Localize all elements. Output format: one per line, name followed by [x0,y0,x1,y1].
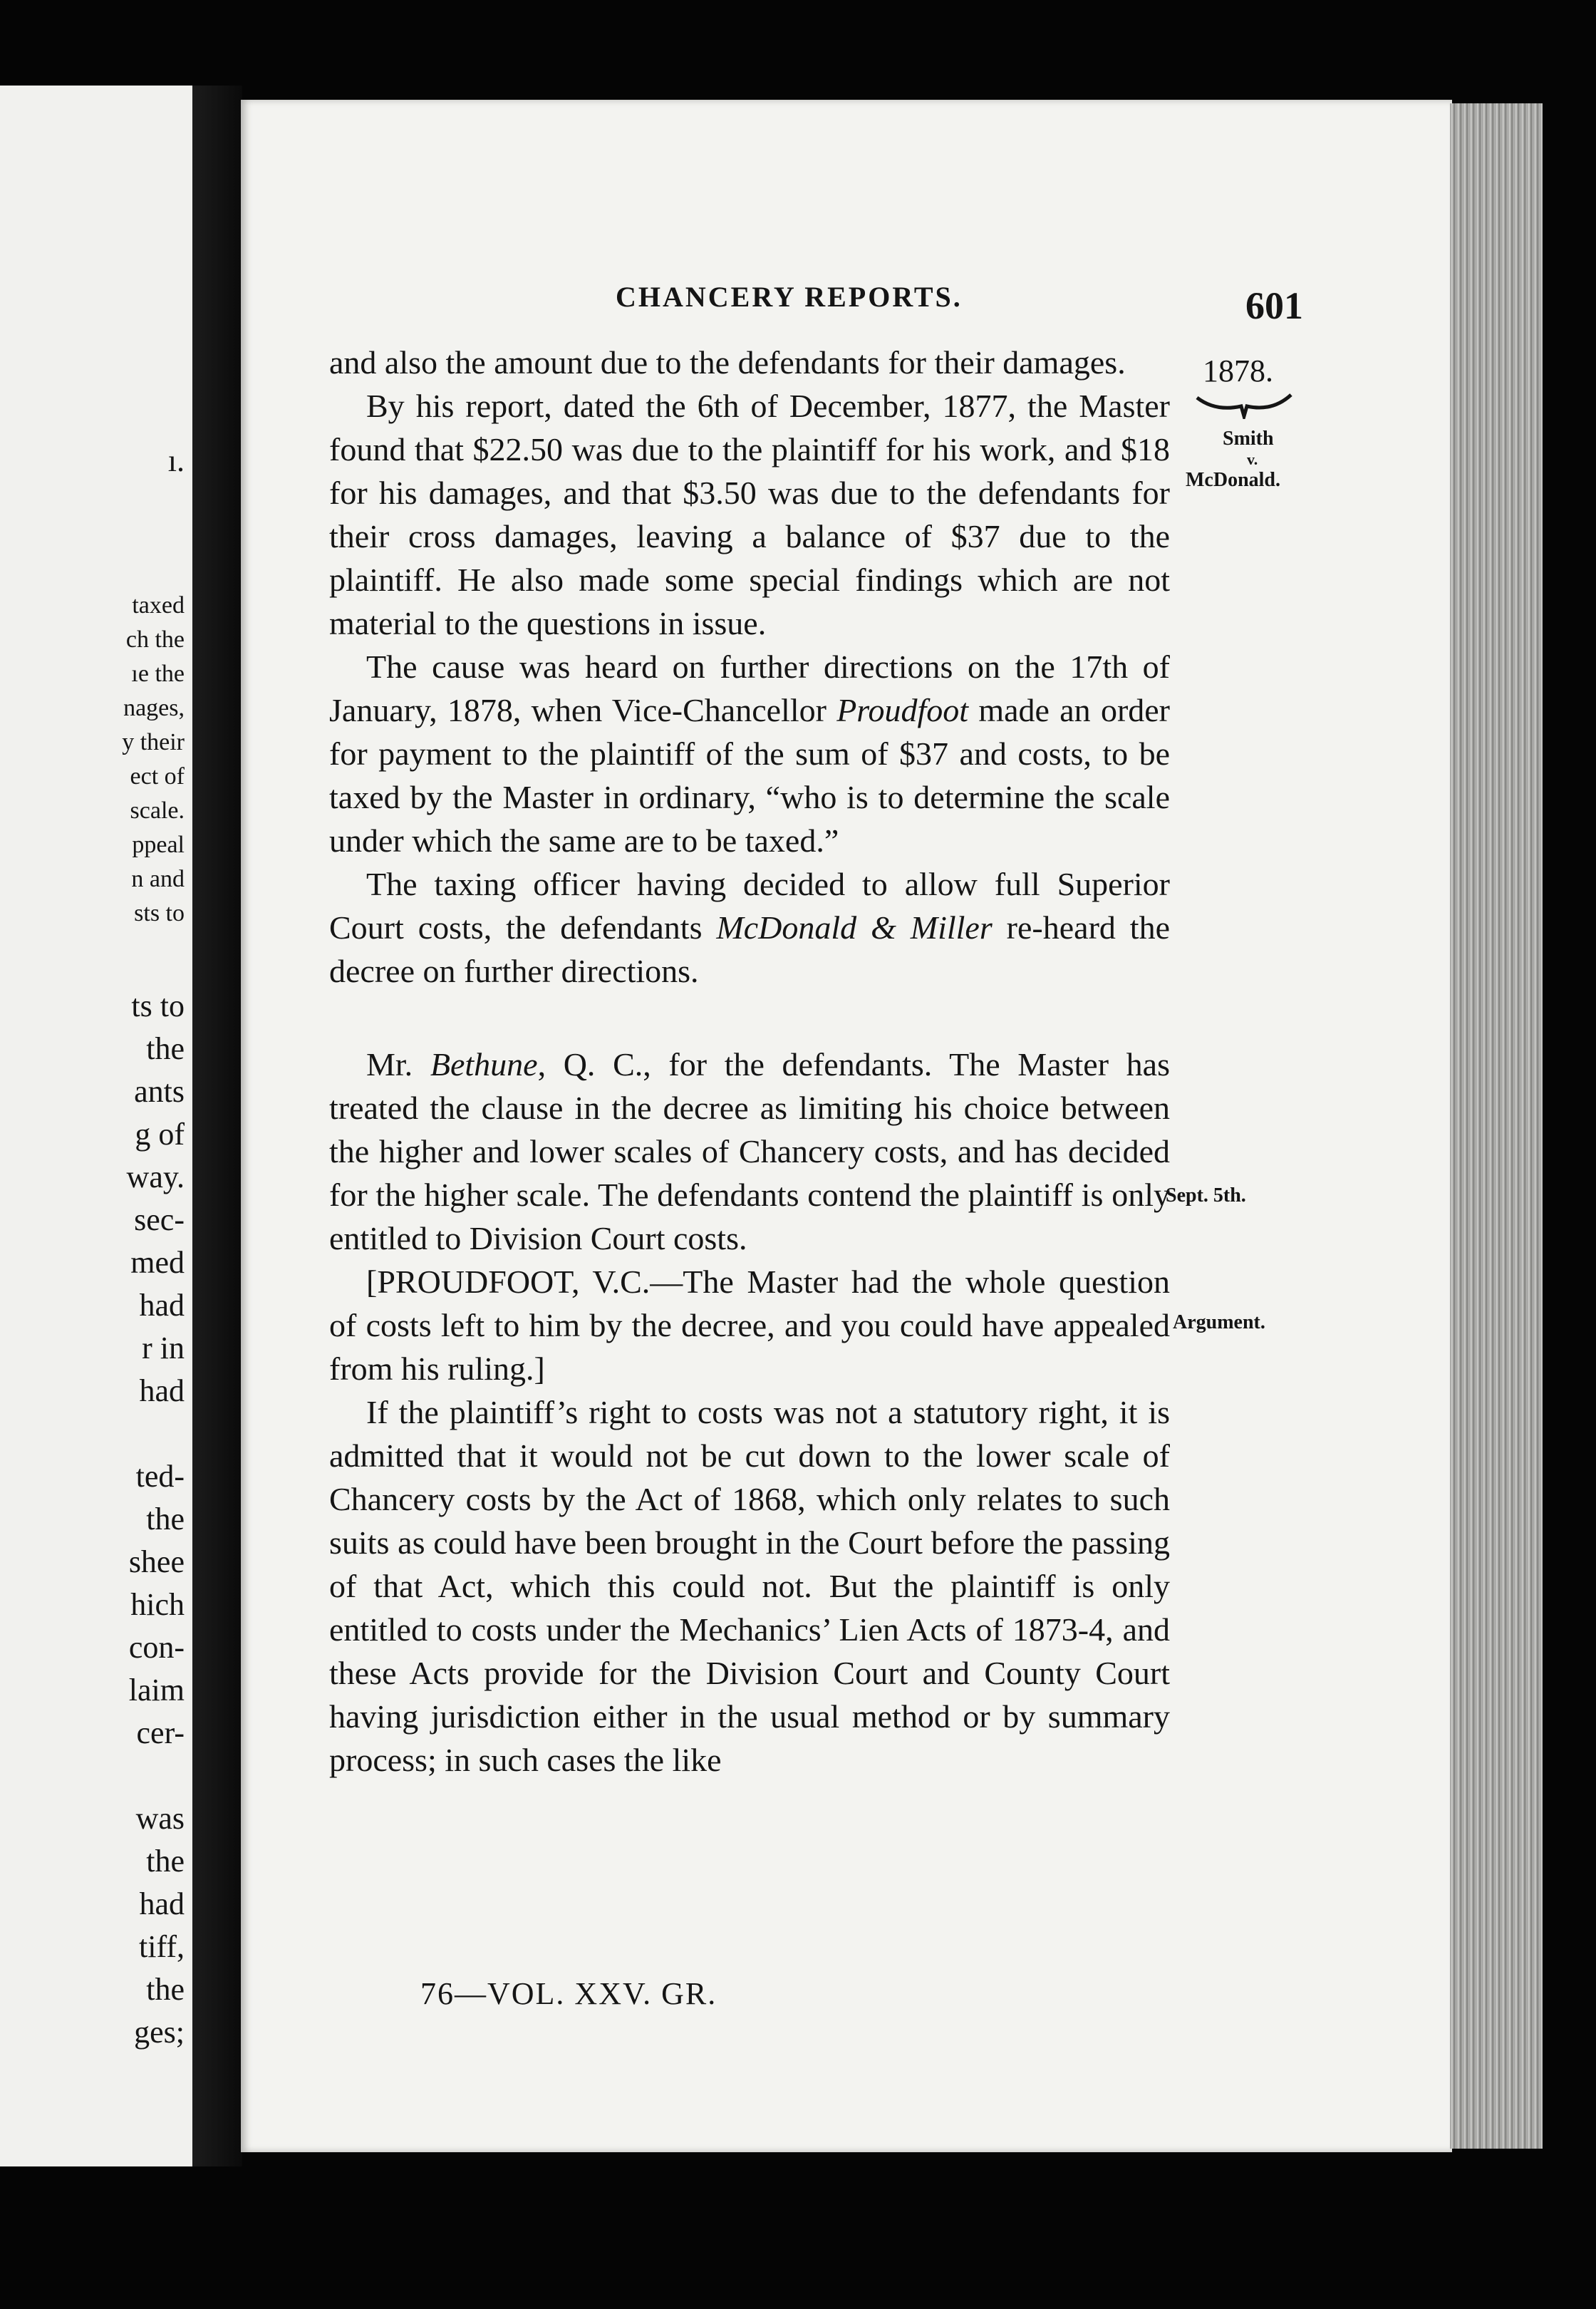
left-fragment: g of [135,1117,185,1152]
left-fragment: had [139,1288,185,1323]
left-fragment: had [139,1373,185,1408]
left-fragment: ect of [130,763,185,790]
book-gutter [192,86,242,2166]
party-names: McDonald & Miller [716,909,993,946]
left-fragment: ı. [167,443,185,478]
left-fragment: r in [142,1331,185,1365]
left-fragment: sec- [134,1202,185,1237]
margin-date: Sept. 5th. [1166,1184,1246,1207]
left-fragment: ıe the [131,661,185,687]
left-fragment: med [130,1245,185,1280]
left-fragment: shee [128,1544,185,1579]
signature-mark: 76—VOL. XXV. GR. [420,1976,717,2011]
left-fragment: the [146,1031,185,1066]
paragraph-text: Mr. [366,1046,430,1083]
judge-name: Proudfoot [836,692,969,728]
paragraph [329,862,1170,993]
left-fragment: the [146,1844,185,1879]
left-fragment: ges; [134,2015,185,2050]
paragraph: [PROUDFOOT, V.C.—The Master had the whole question of costs left to him by the decree, and you could have appealed from his ruling.] [329,1264,1170,1387]
running-head: CHANCERY REPORTS. [616,281,963,313]
left-fragment: tiff, [139,1929,185,1964]
previous-page-fragment [0,86,196,2166]
paragraph-text: The cause was heard on further directions on the 17th of January, 1878, when Vice-Chancellor [329,649,1170,728]
left-fragment: hich [130,1587,185,1622]
left-fragment: y their [122,729,185,755]
brace-icon [1194,391,1294,419]
left-fragment: n and [131,866,185,892]
left-fragment: the [146,1502,185,1536]
left-fragment: was [135,1801,185,1836]
left-fragment: ppeal [132,832,185,858]
paragraph-text: made an order for payment to the plaintiff of the sum of $37 and costs, to be taxed by the Master in ordinary, “who is to determine the scale under which the same are to be taxed.” [329,692,1170,859]
margin-argument-label: Argument. [1173,1311,1265,1333]
paragraph [329,645,1170,862]
paragraph: If the plaintiff’s right to costs was not a statutory right, it is admitted that it would not be cut down to the lower scale of Chancery costs by the Act of 1868, which only relates to such suits as could have been brought in the Court before the passing of that Act, which this could not. But the plaintiff is only entitled to costs under the Mechanics’ Lien Acts of 1873-4, and these Acts provide for the Division Court and County Court having jurisdiction either in the usual method or by summary process; in such cases the like [329,1394,1170,1778]
paragraph: and also the amount due to the defendants for their damages. [329,344,1126,381]
paragraph [329,1043,1170,1260]
left-fragment: scale. [130,797,185,824]
left-fragment: ants [134,1074,185,1109]
left-fragment: the [146,1972,185,2007]
left-fragment: had [139,1886,185,1921]
margin-case-plaintiff: Smith [1223,428,1274,450]
paragraph-text: The taxing officer having decided to allow full Superior Court costs, the defendants [329,866,1170,946]
paragraph: By his report, dated the 6th of December, 1877, the Master found that $22.50 was due to the plaintiff for his work, and $18 for his damages, and that $3.50 was due to the defendants for their cross damages, leaving a balance of $37 due to the plaintiff. He also made some special findings which are not material to the questions in issue. [329,388,1170,641]
left-fragment: cer- [136,1715,185,1750]
margin-year: 1878. [1203,353,1273,388]
page-body [329,341,1170,1782]
left-fragment: taxed [132,592,185,619]
left-fragment: way. [126,1159,185,1194]
paragraph-text: , Q. C., for the defendants. The Master has treated the clause in the decree as limiting his choice between the higher and lower scales of Chancery costs, and has decided for the higher scale. The defendants contend the plaintiff is only entitled to Division Court costs. [329,1046,1170,1256]
margin-case-defendant: McDonald. [1186,469,1280,491]
left-fragment: sts to [134,900,185,926]
left-fragment: con- [128,1630,185,1665]
left-fragment: ch the [125,626,185,653]
margin-case-versus: v. [1247,450,1258,468]
left-fragment: nages, [123,695,185,721]
page-stack-edge [1450,103,1543,2149]
counsel-name: Bethune [430,1046,538,1083]
left-fragment: ts to [131,988,185,1023]
paragraph-text: re-heard the decree on further directions. [329,909,1171,989]
page-number: 601 [1245,284,1303,327]
left-fragment: laim [128,1673,185,1708]
left-fragment: ted- [135,1459,185,1494]
